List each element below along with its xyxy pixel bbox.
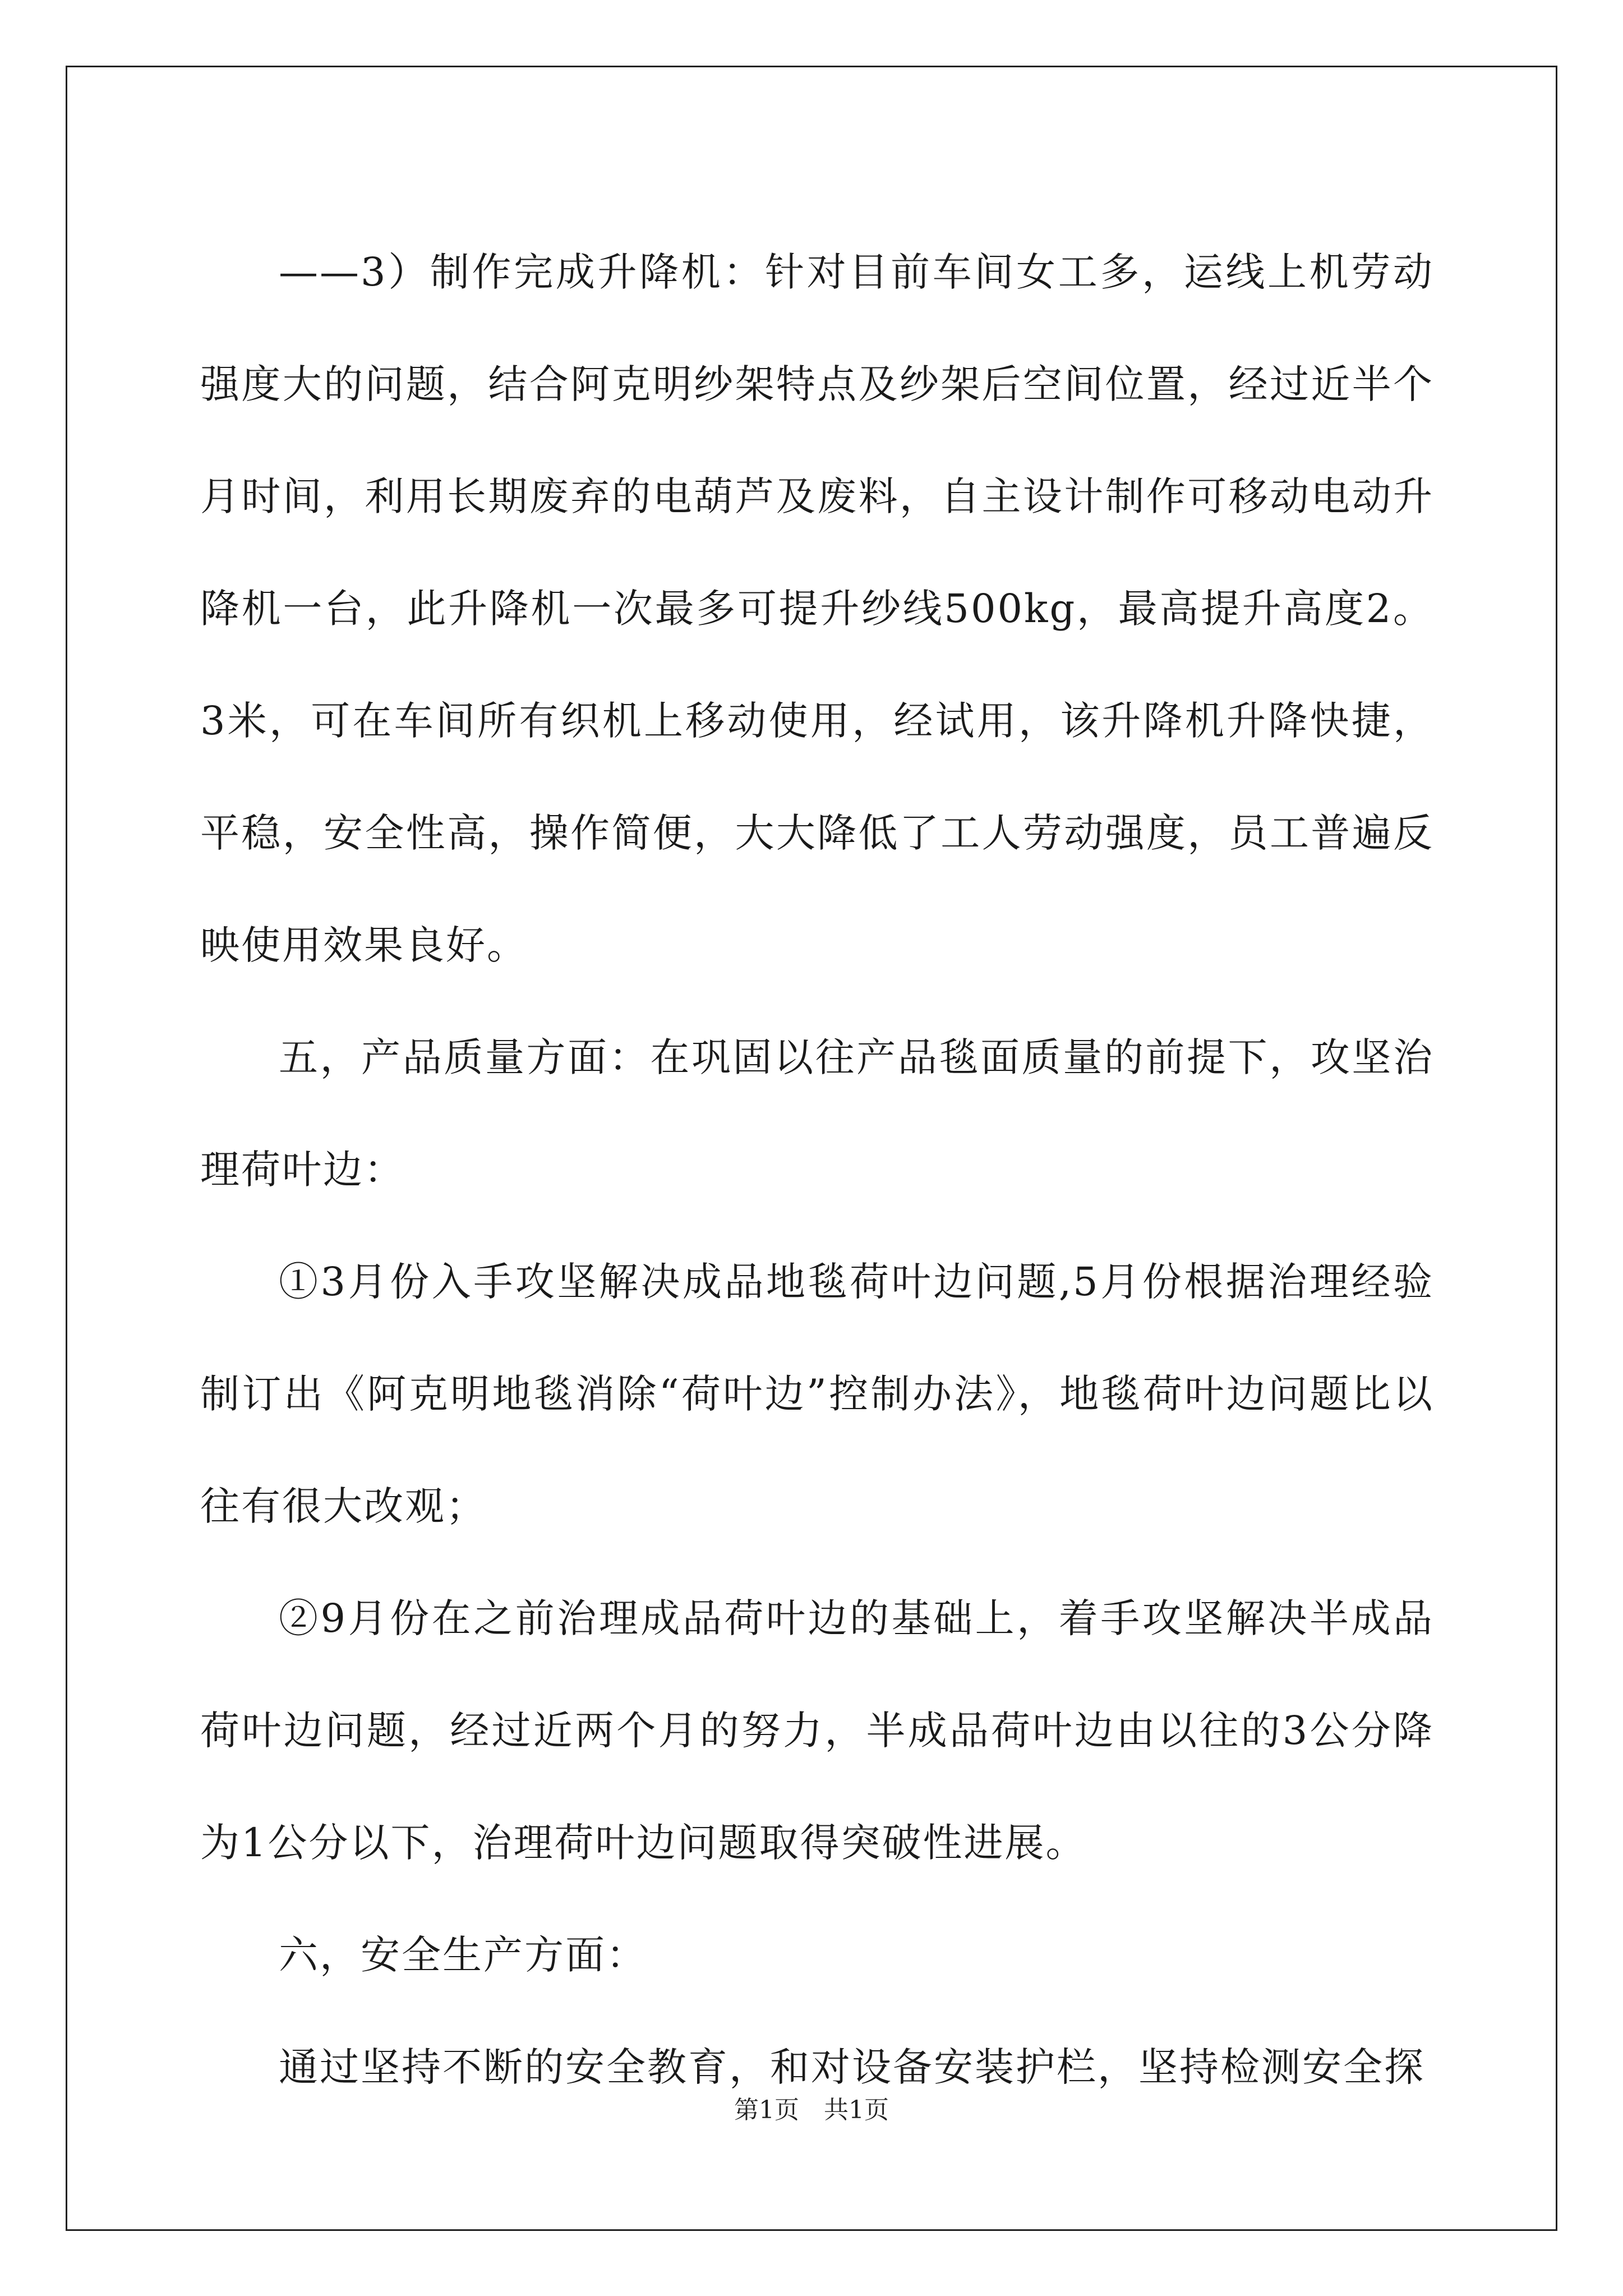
paragraph-quality-item-2: ②9月份在之前治理成品荷叶边的基础上，着手攻坚解决半成品荷叶边问题，经过近两个月的努力，半成品荷叶边由以往的3公分降为1公分以下，治理荷叶边问题取得突破性进展。 xyxy=(200,1595,1434,1866)
paragraph-lift-machine: ——3）制作完成升降机：针对目前车间女工多，运线上机劳动强度大的问题，结合阿克明纱架特点及纱架后空间位置，经过近半个月时间，利用长期废弃的电葫芦及废料，自主设计制作可移动电动升降机一台，此升降机一次最多可提升纱线500kg，最高提升高度2。3米，可在车间所有织机上移动使用，经试用，该升降机升降快捷，平稳，安全性高，操作简便，大大降低了工人劳动强度，员工普遍反映使用效果良好。 xyxy=(200,249,1434,968)
page-total: 共1页 xyxy=(824,2096,889,2124)
paragraph-safety-body: 通过坚持不断的安全教育，和对设备安装护栏，坚持检测安全探 xyxy=(279,2044,1425,2090)
paragraph-quality-item-1: ①3月份入手攻坚解决成品地毯荷叶边问题,5月份根据治理经验制订出《阿克明地毯消除“荷叶边”控制办法》，地毯荷叶边问题比以往有很大改观； xyxy=(200,1259,1434,1529)
paragraph-safety-heading: 六，安全生产方面： xyxy=(279,1932,647,1978)
page-footer xyxy=(0,2090,1623,2125)
paragraph-quality-heading: 五，产品质量方面：在巩固以往产品毯面质量的前提下，攻坚治理荷叶边： xyxy=(200,1034,1434,1193)
page-number: 第1页 xyxy=(734,2096,799,2124)
document-body xyxy=(200,216,1434,2123)
